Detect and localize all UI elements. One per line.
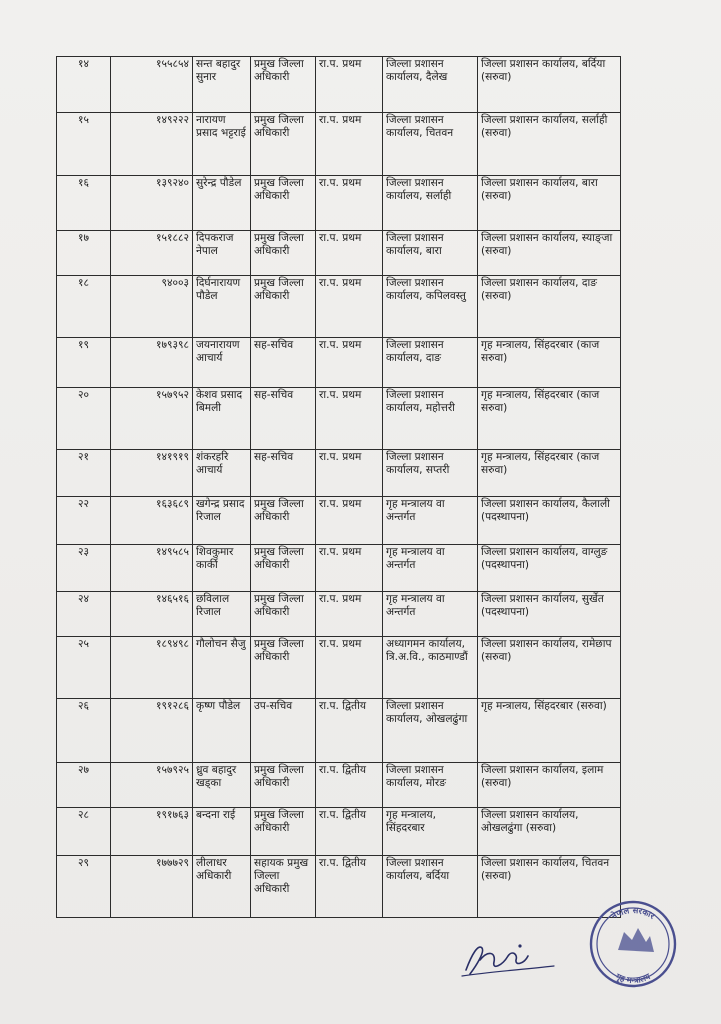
- from-office-cell: जिल्ला प्रशासन कार्यालय, दैलेख: [383, 57, 478, 113]
- post-cell: प्रमुख जिल्ला अधिकारी: [251, 113, 316, 176]
- from-office-cell: जिल्ला प्रशासन कार्यालय, दाङ: [383, 338, 478, 388]
- transfer-table: [56, 56, 621, 918]
- post-cell: सह-सचिव: [251, 338, 316, 388]
- to-office-cell: जिल्ला प्रशासन कार्यालय, स्याङ्जा (सरुवा): [478, 231, 621, 276]
- level-cell: रा.प. प्रथम: [316, 113, 383, 176]
- level-cell: रा.प. प्रथम: [316, 176, 383, 231]
- level-cell: रा.प. द्वितीय: [316, 808, 383, 856]
- post-cell: प्रमुख जिल्ला अधिकारी: [251, 637, 316, 699]
- to-office-cell: गृह मन्त्रालय, सिंहदरबार (काज सरुवा): [478, 450, 621, 497]
- name-cell: शंकरहरि आचार्य: [193, 450, 251, 497]
- from-office-cell: जिल्ला प्रशासन कार्यालय, बर्दिया: [383, 856, 478, 918]
- level-cell: रा.प. द्वितीय: [316, 699, 383, 763]
- name-cell: गौलोचन सैजु: [193, 637, 251, 699]
- serial-cell: २४: [57, 592, 111, 637]
- name-cell: कृष्ण पौडेल: [193, 699, 251, 763]
- level-cell: रा.प. प्रथम: [316, 338, 383, 388]
- serial-cell: २५: [57, 637, 111, 699]
- serial-cell: २७: [57, 763, 111, 808]
- employee-id-cell: १४६५१६: [111, 592, 193, 637]
- from-office-cell: जिल्ला प्रशासन कार्यालय, बारा: [383, 231, 478, 276]
- serial-cell: २०: [57, 388, 111, 450]
- employee-id-cell: १७९३९८: [111, 338, 193, 388]
- employee-id-cell: १९१७६३: [111, 808, 193, 856]
- from-office-cell: जिल्ला प्रशासन कार्यालय, ओखलढुंगा: [383, 699, 478, 763]
- level-cell: रा.प. प्रथम: [316, 388, 383, 450]
- level-cell: रा.प. प्रथम: [316, 497, 383, 545]
- level-cell: रा.प. प्रथम: [316, 545, 383, 592]
- level-cell: रा.प. द्वितीय: [316, 856, 383, 918]
- level-cell: रा.प. प्रथम: [316, 637, 383, 699]
- serial-cell: १५: [57, 113, 111, 176]
- from-office-cell: जिल्ला प्रशासन कार्यालय, मोरङ: [383, 763, 478, 808]
- employee-id-cell: १४९५८५: [111, 545, 193, 592]
- from-office-cell: गृह मन्त्रालय वा अन्तर्गत: [383, 592, 478, 637]
- table-row: [57, 699, 621, 763]
- svg-text:नेपाल सरकार: [609, 905, 658, 922]
- post-cell: सहायक प्रमुख जिल्ला अधिकारी: [251, 856, 316, 918]
- to-office-cell: गृह मन्त्रालय, सिंहदरबार (काज सरुवा): [478, 338, 621, 388]
- from-office-cell: अध्यागमन कार्यालय, त्रि.अ.वि., काठमाण्डौं: [383, 637, 478, 699]
- to-office-cell: जिल्ला प्रशासन कार्यालय, सर्लाही (सरुवा): [478, 113, 621, 176]
- employee-id-cell: १७७७२९: [111, 856, 193, 918]
- to-office-cell: जिल्ला प्रशासन कार्यालय, बर्दिया (सरुवा): [478, 57, 621, 113]
- seal-text-top: नेपाल सरकार: [609, 904, 657, 921]
- table-row: [57, 497, 621, 545]
- serial-cell: २६: [57, 699, 111, 763]
- employee-id-cell: १६३६८९: [111, 497, 193, 545]
- level-cell: रा.प. द्वितीय: [316, 763, 383, 808]
- to-office-cell: जिल्ला प्रशासन कार्यालय, वाग्लुङ (पदस्थापना): [478, 545, 621, 592]
- to-office-cell: जिल्ला प्रशासन कार्यालय, इलाम (सरुवा): [478, 763, 621, 808]
- employee-id-cell: १९१२८६: [111, 699, 193, 763]
- from-office-cell: जिल्ला प्रशासन कार्यालय, चितवन: [383, 113, 478, 176]
- name-cell: सन्त बहादुर सुनार: [193, 57, 251, 113]
- table-row: [57, 176, 621, 231]
- from-office-cell: गृह मन्त्रालय वा अन्तर्गत: [383, 545, 478, 592]
- serial-cell: १४: [57, 57, 111, 113]
- post-cell: प्रमुख जिल्ला अधिकारी: [251, 592, 316, 637]
- serial-cell: २३: [57, 545, 111, 592]
- table-row: [57, 113, 621, 176]
- to-office-cell: जिल्ला प्रशासन कार्यालय, ओखलढुंगा (सरुवा): [478, 808, 621, 856]
- name-cell: सुरेन्द्र पौडेल: [193, 176, 251, 231]
- post-cell: प्रमुख जिल्ला अधिकारी: [251, 763, 316, 808]
- from-office-cell: गृह मन्त्रालय वा अन्तर्गत: [383, 497, 478, 545]
- serial-cell: २९: [57, 856, 111, 918]
- name-cell: छविलाल रिजाल: [193, 592, 251, 637]
- from-office-cell: जिल्ला प्रशासन कार्यालय, सर्लाही: [383, 176, 478, 231]
- to-office-cell: जिल्ला प्रशासन कार्यालय, सुर्खेत (पदस्थापना): [478, 592, 621, 637]
- to-office-cell: जिल्ला प्रशासन कार्यालय, कैलाली (पदस्थापना): [478, 497, 621, 545]
- post-cell: प्रमुख जिल्ला अधिकारी: [251, 276, 316, 338]
- name-cell: दिर्घनारायण पौडेल: [193, 276, 251, 338]
- post-cell: सह-सचिव: [251, 388, 316, 450]
- table-row: [57, 276, 621, 338]
- table-row: [57, 637, 621, 699]
- to-office-cell: जिल्ला प्रशासन कार्यालय, दाङ (सरुवा): [478, 276, 621, 338]
- post-cell: प्रमुख जिल्ला अधिकारी: [251, 808, 316, 856]
- employee-id-cell: ९४००३: [111, 276, 193, 338]
- to-office-cell: जिल्ला प्रशासन कार्यालय, रामेछाप (सरुवा): [478, 637, 621, 699]
- post-cell: प्रमुख जिल्ला अधिकारी: [251, 176, 316, 231]
- name-cell: जयनारायण आचार्य: [193, 338, 251, 388]
- table-row: [57, 338, 621, 388]
- employee-id-cell: १५५८५४: [111, 57, 193, 113]
- level-cell: रा.प. प्रथम: [316, 231, 383, 276]
- from-office-cell: जिल्ला प्रशासन कार्यालय, सप्तरी: [383, 450, 478, 497]
- table-row: [57, 808, 621, 856]
- level-cell: रा.प. प्रथम: [316, 57, 383, 113]
- serial-cell: १९: [57, 338, 111, 388]
- to-office-cell: जिल्ला प्रशासन कार्यालय, चितवन (सरुवा): [478, 856, 621, 918]
- employee-id-cell: १४१९१९: [111, 450, 193, 497]
- seal-text-bottom: गृह मन्त्रालय: [614, 971, 652, 986]
- name-cell: लीलाधर अधिकारी: [193, 856, 251, 918]
- name-cell: दिपकराज नेपाल: [193, 231, 251, 276]
- name-cell: नारायण प्रसाद भट्टराई: [193, 113, 251, 176]
- name-cell: बन्दना राई: [193, 808, 251, 856]
- serial-cell: १६: [57, 176, 111, 231]
- table-row: [57, 592, 621, 637]
- table-row: [57, 545, 621, 592]
- name-cell: केशव प्रसाद बिमली: [193, 388, 251, 450]
- official-seal: [588, 898, 678, 990]
- serial-cell: १७: [57, 231, 111, 276]
- from-office-cell: जिल्ला प्रशासन कार्यालय, महोत्तरी: [383, 388, 478, 450]
- employee-id-cell: १५७९२५: [111, 763, 193, 808]
- from-office-cell: गृह मन्त्रालय, सिंहदरबार: [383, 808, 478, 856]
- employee-id-cell: १५७९५२: [111, 388, 193, 450]
- from-office-cell: जिल्ला प्रशासन कार्यालय, कपिलवस्तु: [383, 276, 478, 338]
- table-row: [57, 231, 621, 276]
- post-cell: प्रमुख जिल्ला अधिकारी: [251, 497, 316, 545]
- table-row: [57, 856, 621, 918]
- post-cell: सह-सचिव: [251, 450, 316, 497]
- name-cell: खगेन्द्र प्रसाद रिजाल: [193, 497, 251, 545]
- level-cell: रा.प. प्रथम: [316, 592, 383, 637]
- post-cell: प्रमुख जिल्ला अधिकारी: [251, 231, 316, 276]
- to-office-cell: गृह मन्त्रालय, सिंहदरबार (काज सरुवा): [478, 388, 621, 450]
- serial-cell: २८: [57, 808, 111, 856]
- to-office-cell: गृह मन्त्रालय, सिंहदरबार (सरुवा): [478, 699, 621, 763]
- post-cell: प्रमुख जिल्ला अधिकारी: [251, 57, 316, 113]
- table-row: [57, 763, 621, 808]
- employee-id-cell: १८९४९८: [111, 637, 193, 699]
- employee-id-cell: १५१८८२: [111, 231, 193, 276]
- level-cell: रा.प. प्रथम: [316, 276, 383, 338]
- post-cell: प्रमुख जिल्ला अधिकारी: [251, 545, 316, 592]
- table-row: [57, 388, 621, 450]
- name-cell: शिवकुमार कार्की: [193, 545, 251, 592]
- post-cell: उप-सचिव: [251, 699, 316, 763]
- table-row: [57, 450, 621, 497]
- serial-cell: २१: [57, 450, 111, 497]
- name-cell: ध्रुव बहादुर खड्का: [193, 763, 251, 808]
- serial-cell: २२: [57, 497, 111, 545]
- table-row: [57, 57, 621, 113]
- employee-id-cell: १४९२२२: [111, 113, 193, 176]
- serial-cell: १८: [57, 276, 111, 338]
- employee-id-cell: १३९२४०: [111, 176, 193, 231]
- level-cell: रा.प. प्रथम: [316, 450, 383, 497]
- signature: [458, 930, 568, 982]
- to-office-cell: जिल्ला प्रशासन कार्यालय, बारा (सरुवा): [478, 176, 621, 231]
